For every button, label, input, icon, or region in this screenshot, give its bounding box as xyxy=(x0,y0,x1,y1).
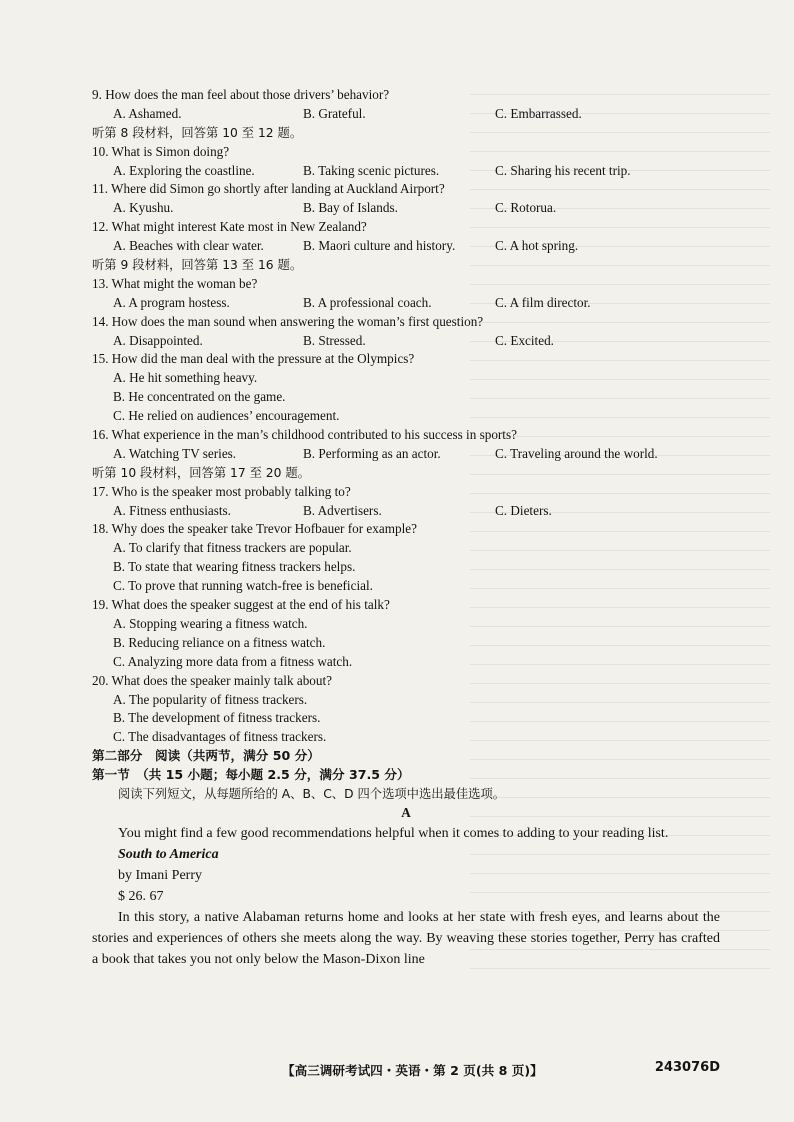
option-q13-c: C. A film director. xyxy=(495,294,591,310)
options-row-q17 xyxy=(92,502,720,521)
option-q11-b: B. Bay of Islands. xyxy=(303,200,398,216)
option-q13-a: A. A program hostess. xyxy=(113,294,230,310)
options-row-q11 xyxy=(92,199,720,218)
option-q15-b: B. He concentrated on the game. xyxy=(113,389,286,405)
option-q15-a: A. He hit something heavy. xyxy=(113,370,258,386)
option-q19-a: A. Stopping wearing a fitness watch. xyxy=(113,615,308,631)
option-q10-b: B. Taking scenic pictures. xyxy=(303,162,440,178)
question-stem-q13: 13. What might the woman be? xyxy=(92,275,258,291)
option-q19-c: C. Analyzing more data from a fitness watch. xyxy=(113,653,353,669)
reading-instruction: 阅读下列短文，从每题所给的 A、B、C、D 四个选项中选出最佳选项。 xyxy=(118,786,506,801)
listening-questions xyxy=(92,86,720,747)
question-stem-q17: 17. Who is the speaker most probably talking to? xyxy=(92,483,351,499)
question-stem-q12: 12. What might interest Kate most in New Zealand? xyxy=(92,219,367,235)
option-q17-b: B. Advertisers. xyxy=(303,502,382,518)
option-q18-a: A. To clarify that fitness trackers are popular. xyxy=(113,540,352,556)
listening-instruction: 听第 9 段材料，回答第 13 至 16 题。 xyxy=(92,258,303,273)
page-footer xyxy=(92,1060,720,1082)
page-content xyxy=(92,86,720,970)
options-row-q16 xyxy=(92,445,720,464)
option-q16-a: A. Watching TV series. xyxy=(113,445,237,461)
option-q17-c: C. Dieters. xyxy=(495,502,552,518)
listening-instruction: 听第 10 段材料，回答第 17 至 20 题。 xyxy=(92,465,310,480)
option-q11-c: C. Rotorua. xyxy=(495,200,557,216)
footer-code: 243076D xyxy=(654,1060,720,1075)
question-stem-q14: 14. How does the man sound when answering the woman’s first question? xyxy=(92,313,484,329)
option-q11-a: A. Kyushu. xyxy=(113,200,174,216)
question-stem-q9: 9. How does the man feel about those drivers’ behavior? xyxy=(92,87,390,102)
options-row-q13 xyxy=(92,294,720,313)
question-stem-q19: 19. What does the speaker suggest at the end of his talk? xyxy=(92,597,390,613)
book-title: South to America xyxy=(118,846,219,862)
option-q20-c: C. The disadvantages of fitness trackers. xyxy=(113,729,327,745)
option-q13-b: B. A professional coach. xyxy=(303,294,432,310)
book-author: by Imani Perry xyxy=(118,867,202,883)
question-stem-q20: 20. What does the speaker mainly talk about? xyxy=(92,672,332,688)
book-description: In this story, a native Alabaman returns home and looks at her state with fresh eyes, and learns about the stories and experiences of others she meets along the way. By weaving these stories together, Perry has crafted a book that takes you not only below the Mason-Dixon line xyxy=(92,909,720,967)
option-q12-c: C. A hot spring. xyxy=(495,238,579,254)
book-price: $ 26. 67 xyxy=(118,888,164,904)
part-two-title: 第二部分 阅读（共两节，满分 50 分） xyxy=(92,748,320,764)
option-q10-c: C. Sharing his recent trip. xyxy=(495,162,631,178)
option-q12-a: A. Beaches with clear water. xyxy=(113,238,264,254)
option-q18-b: B. To state that wearing fitness trackers helps. xyxy=(113,559,356,575)
question-stem-q18: 18. Why does the speaker take Trevor Hofbauer for example? xyxy=(92,521,417,537)
question-stem-q15: 15. How did the man deal with the pressure at the Olympics? xyxy=(92,351,415,367)
option-q20-b: B. The development of fitness trackers. xyxy=(113,710,321,726)
option-q10-a: A. Exploring the coastline. xyxy=(113,162,255,178)
options-row-q14 xyxy=(92,332,720,351)
option-q14-c: C. Excited. xyxy=(495,332,554,348)
option-q9-c: C. Embarrassed. xyxy=(495,105,582,121)
question-stem-q11: 11. Where did Simon go shortly after landing at Auckland Airport? xyxy=(92,181,445,197)
option-q14-b: B. Stressed. xyxy=(303,332,366,348)
option-q9-a: A. Ashamed. xyxy=(113,105,182,121)
option-q9-b: B. Grateful. xyxy=(303,105,366,121)
question-stem-q16: 16. What experience in the man’s childhood contributed to his success in sports? xyxy=(92,427,517,443)
listening-instruction: 听第 8 段材料，回答第 10 至 12 题。 xyxy=(92,125,303,140)
footer-page-info: 【高三调研考试四・英语・第 2 页(共 8 页)】 xyxy=(282,1063,543,1078)
option-q15-c: C. He relied on audiences’ encouragement. xyxy=(113,408,340,424)
passage-label: A xyxy=(401,804,411,820)
option-q18-c: C. To prove that running watch-free is beneficial. xyxy=(113,578,373,594)
option-q16-c: C. Traveling around the world. xyxy=(495,445,658,461)
option-q20-a: A. The popularity of fitness trackers. xyxy=(113,691,308,707)
passage-intro: You might find a few good recommendations helpful when it comes to adding to your reading list. xyxy=(118,825,669,841)
option-q14-a: A. Disappointed. xyxy=(113,332,203,348)
option-q19-b: B. Reducing reliance on a fitness watch. xyxy=(113,634,326,650)
option-q12-b: B. Maori culture and history. xyxy=(303,238,456,254)
options-row-q12 xyxy=(92,237,720,256)
options-row-q10 xyxy=(92,162,720,181)
options-row-q9 xyxy=(92,105,720,124)
option-q16-b: B. Performing as an actor. xyxy=(303,445,441,461)
option-q17-a: A. Fitness enthusiasts. xyxy=(113,502,231,518)
question-stem-q10: 10. What is Simon doing? xyxy=(92,143,230,159)
section-one-title: 第一节 （共 15 小题；每小题 2.5 分，满分 37.5 分） xyxy=(92,767,410,783)
